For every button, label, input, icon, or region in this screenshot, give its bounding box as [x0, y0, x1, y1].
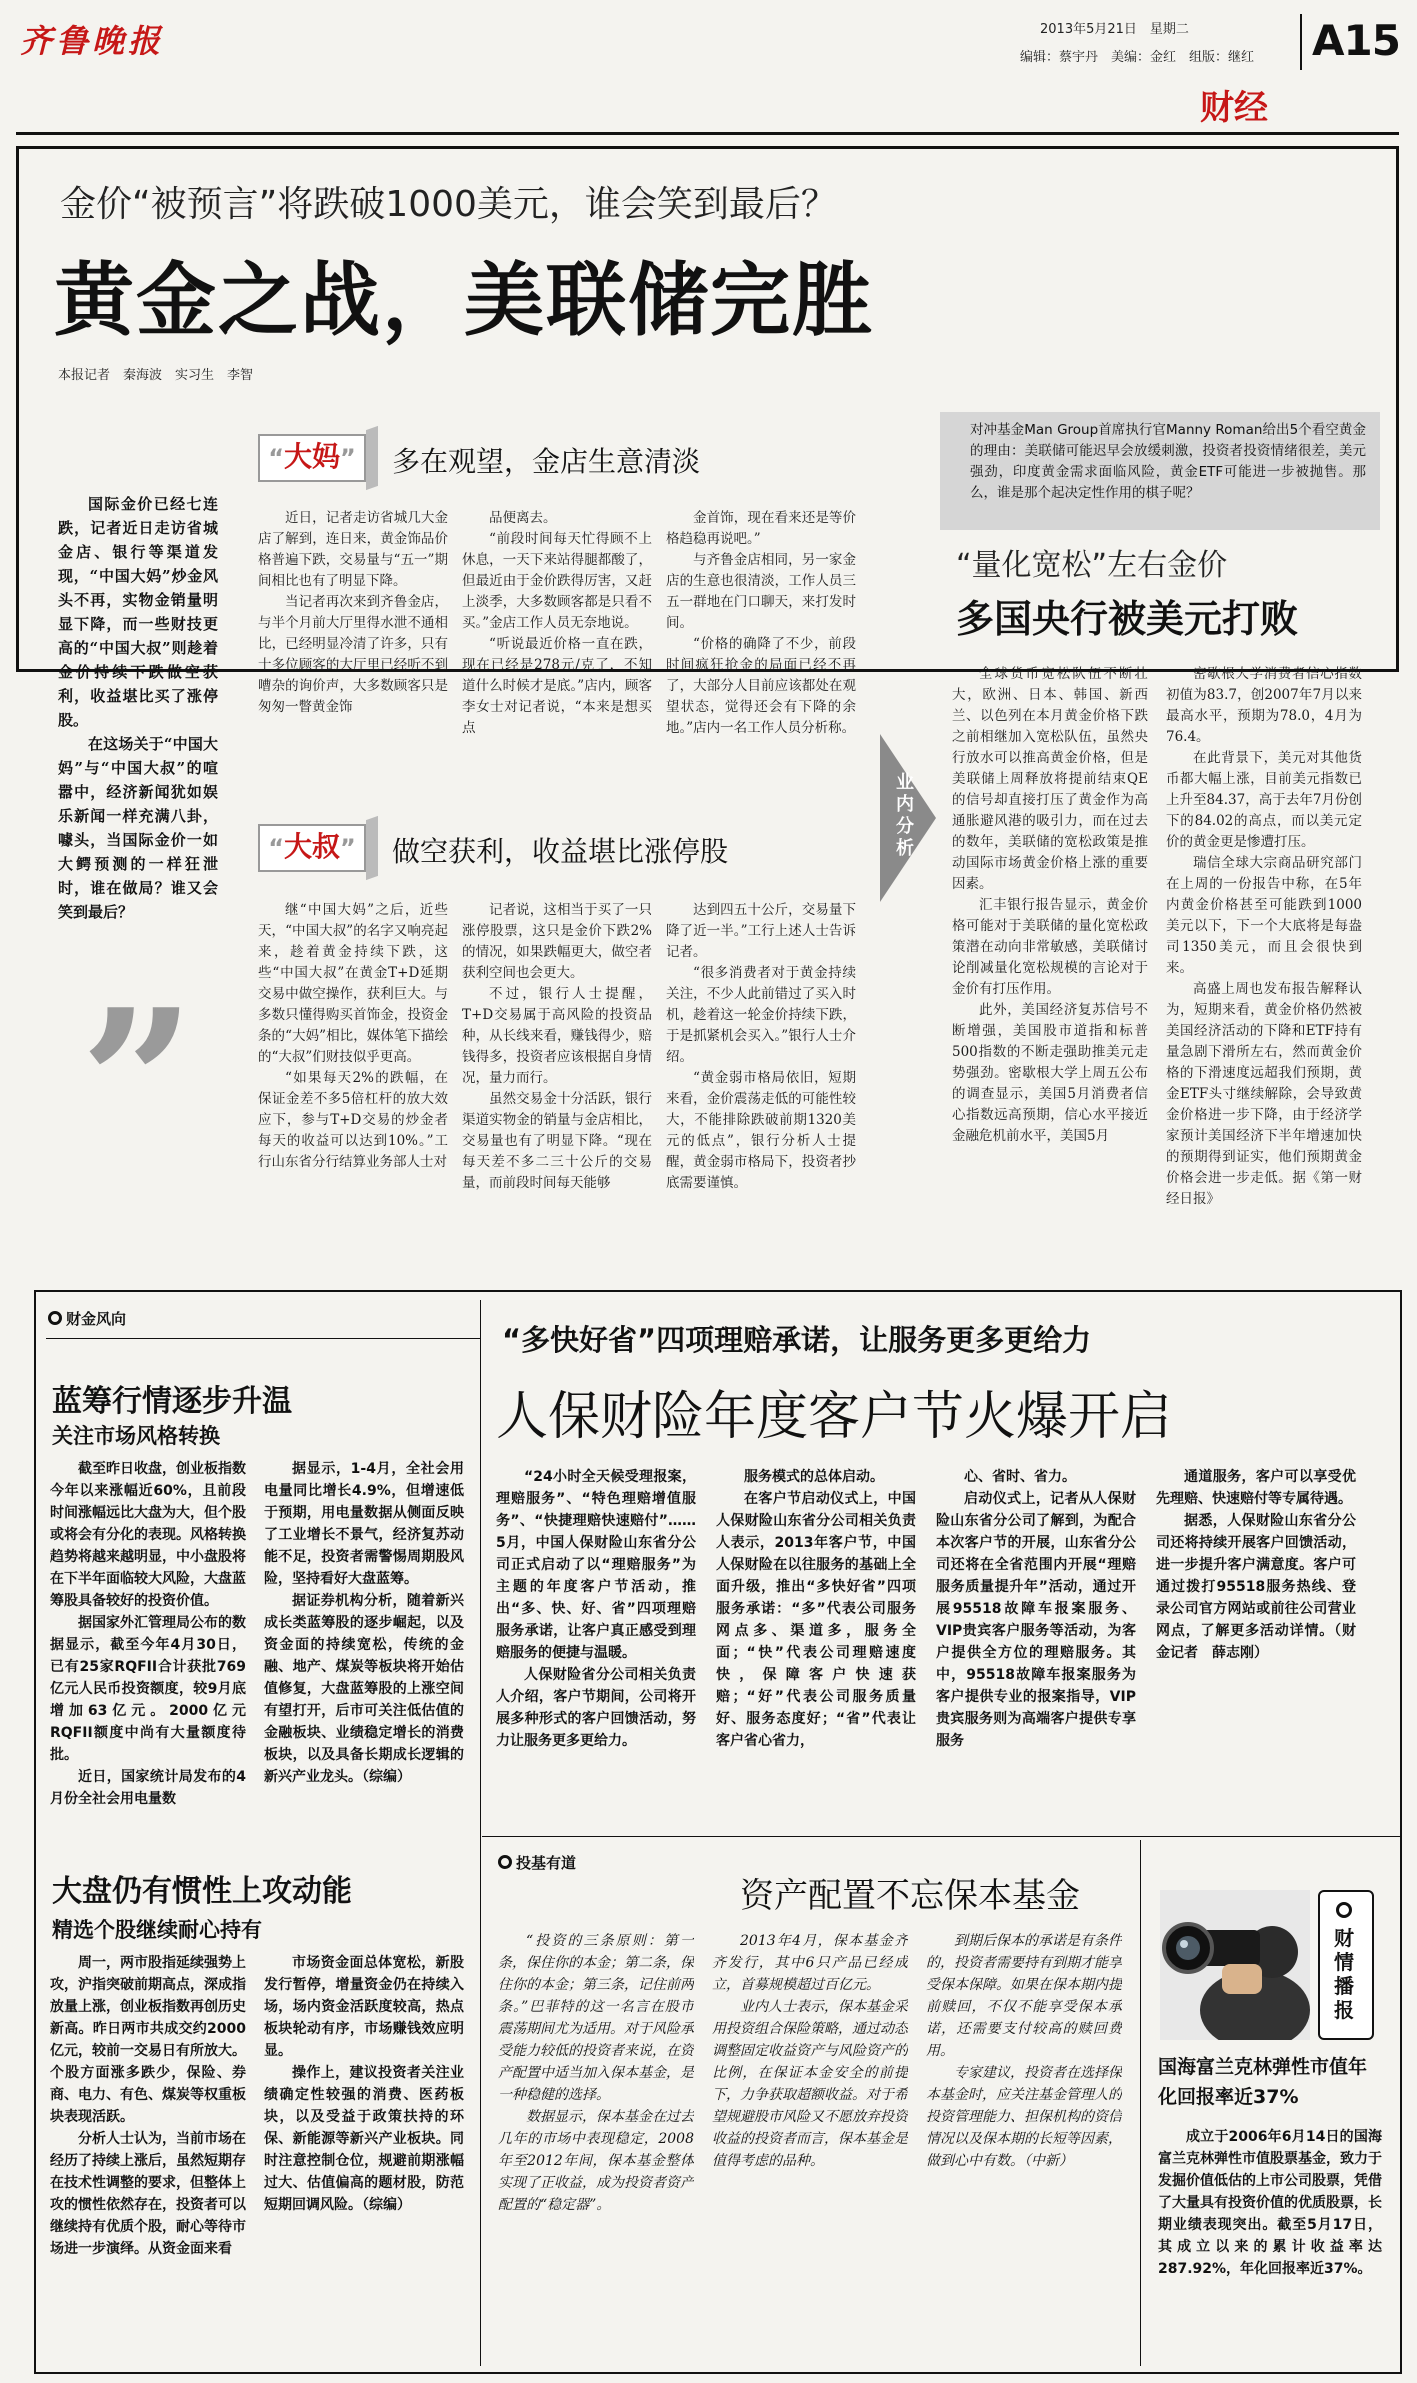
side-col2-paragraph: 高盛上周也发布报告解释认为，短期来看，黄金价格仍然被美国经济活动的下降和ETF持有量急剧下滑所左右，然而黄金价格的下滑速度远超我们预期，黄金ETF头寸继续解除，会导致黄金价格进一步下降，由于经济学家预计美国经济下半年增速加快的预期得到证实，他们预期黄金价格会进一步走低。据《第一财经日报》: [1166, 981, 1362, 1207]
invest-c3-paragraph: 到期后保本的承诺是有条件的，投资者需要持有到期才能享受保本保障。如果在保本期内提前赎回，不仅不能享受保本承诺，还需要支付较高的赎回费用。: [926, 1933, 1122, 2059]
news-c2-paragraph: 据显示，1-4月，全社会用电量同比增长4.9%，但增速低于预期，用电量数据从侧面反映了工业增长不景气，经济复苏动能不足，投资者需警惕周期股风险，坚持看好大盘蓝筹。: [264, 1461, 464, 1587]
masthead-divider: [1300, 14, 1302, 70]
s2-col1-paragraph: 继“中国大妈”之后，近些天，“中国大叔”的名字又响亮起来，趁着黄金持续下跌，这些“中国大叔”在黄金T+D延期交易中做空操作，获利巨大。与多数只懂得购买首饰金，投资金条的“大妈”相比，媒体笔下描绘的“大叔”们财技似乎更高。: [258, 902, 448, 1065]
news-c4-paragraph: 市场资金面总体宽松，新股发行暂停，增量资金仍在持续入场，场内资金活跃度较高，热点板块轮动有序，市场赚钱效应明显。: [264, 1955, 464, 2059]
ad-c4: [1156, 1466, 1356, 1824]
s2-col3: [666, 900, 856, 1264]
s1-col3-paragraph: “价格的确降了不少，前段时间疯狂抢金的局面已经不再了，大部分人目前应该都处在观望状态，觉得还会有下降的余地。”店内一名工作人员分析称。: [666, 636, 856, 736]
news-c4: [264, 1952, 464, 2360]
bottom-vertical-rule: [480, 1300, 481, 2366]
lead-intro-paragraph: 在这场关于“中国大妈”与“中国大叔”的喧嚣中，经济新闻犹如娱乐新闻一样充满八卦，噱头，当国际金价一如大鳄预测的一样狂泄时，谁在做局？谁又会笑到最后？: [58, 735, 218, 921]
invest-c1-paragraph: “投资的三条原则：第一条，保住你的本金；第二条，保住你的本金；第三条，记住前两条。”巴菲特的这一名言在股市震荡期间尤为适用。对于风险承受能力较低的投资者来说，在资产配置中适当加入保本基金，是一种稳健的选择。: [498, 1933, 694, 2103]
ad-c1: [496, 1466, 696, 1824]
side-col1-paragraph: 此外，美国经济复苏信号不断增强，美国股市道指和标普500指数的不断走强助推美元走势强劲。密歇根大学上周五公布的调查显示，美国5月消费者信心指数远高预期，信心水平接近金融危机前水平，美国5月: [952, 1002, 1148, 1144]
report-headline: 国海富兰克林弹性市值年化回报率近37%: [1158, 2056, 1368, 2108]
s1-col1: [258, 508, 448, 764]
news-c1-paragraph: 据国家外汇管理局公布的数据显示，截至今年4月30日，已有25家RQFII合计获批769亿元人民币投资额度，较9月底增加63亿元。2000亿元RQFII额度中尚有大量额度待批。: [50, 1615, 246, 1763]
page-number: A15: [1312, 16, 1400, 65]
lead-headline: 黄金之战，美联储完胜: [54, 254, 874, 347]
side-col1-paragraph: 全球货币宽松队伍不断壮大，欧洲、日本、韩国、新西兰、以色列在本月黄金价格下跌之前相继加入宽松队伍，虽然央行放水可以推高黄金价格，但是美联储上周释放将提前结束QE的信号却直接打压了黄金作为高通胀避风港的吸引力，而在过去的数年，美联储的宽松政策是推动国际市场黄金价格上涨的重要因素。: [952, 666, 1148, 892]
tag-dama-shadow: [366, 426, 378, 490]
news-label: [48, 1308, 126, 1329]
side-kicker: “量化宽松”左右金价: [956, 548, 1228, 583]
invest-headline: 资产配置不忘保本基金: [740, 1876, 1080, 1916]
lead-intro-paragraphs: [58, 492, 218, 924]
ad-c3-paragraph: 心、省时、省力。: [964, 1469, 1076, 1485]
news-c2-paragraph: 据证券机构分析，随着新兴成长类蓝筹股的逐步崛起，以及资金面的持续宽松，传统的金融、地产、煤炭等板块将开始估值修复，大盘蓝筹股的上涨空间有望打开，后市可关注低估值的金融板块、业绩稳定增长的消费板块，以及具备长期成长逻辑的新兴产业龙头。（综编）: [264, 1593, 464, 1785]
ad-c2-paragraph: 服务模式的总体启动。: [744, 1469, 884, 1485]
invest-c2: [712, 1930, 908, 2360]
quote-mark-icon: ”: [80, 966, 196, 1201]
s1-col1-paragraph: 近日，记者走访省城几大金店了解到，连日来，黄金饰品价格普遍下跌，交易量与“五一”期间相比也有了明显下降。: [258, 510, 448, 589]
s2-col1-paragraph: “如果每天2%的跌幅，在保证金差不多5倍杠杆的放大效应下，参与T+D交易的炒金者每天的收益可以达到10%。”工行山东省分行结算业务部人士对: [258, 1070, 448, 1170]
side-col2-paragraph: 密歇根大学消费者信心指数初值为83.7，创2007年7月以来最高水平，预期为78.0，4月为76.4。: [1166, 666, 1362, 745]
s1-col3-paragraph: 与齐鲁金店相同，另一家金店的生意也很清淡，工作人员三五一群地在门口聊天，来打发时间。: [666, 552, 856, 631]
news-c1: [50, 1458, 246, 1832]
s2-col2-paragraph: 记者说，这相当于买了一只涨停股票，这只是金价下跌2%的情况，如果跌幅更大，做空者获利空间也会更大。: [462, 902, 652, 981]
masthead-editors: 编辑：蔡宇丹 美编：金红 组版：继红: [1020, 50, 1255, 65]
s1-col2: [462, 508, 652, 764]
news-h1-sub: 关注市场风格转换: [52, 1424, 220, 1448]
ad-c1-paragraph: 人保财险省分公司相关负责人介绍，客户节期间，公司将开展多种形式的客户回馈活动，努力让服务更多更给力。: [496, 1667, 696, 1749]
masthead-logo: 齐鲁晚报: [20, 22, 165, 60]
section-name: 财经: [1200, 88, 1268, 128]
ad-c4-paragraph: 据悉，人保财险山东省分公司还将持续开展客户回馈活动，进一步提升客户满意度。客户可通过拨打95518服务热线、登录公司官方网站或前往公司营业网点，了解更多活动详情。（财金记者 薛志刚）: [1156, 1513, 1356, 1661]
masthead-rule: [16, 132, 1399, 135]
news-h2-sub: 精选个股继续耐心持有: [52, 1918, 262, 1942]
lead-byline: 本报记者 秦海波 实习生 李智: [58, 368, 254, 383]
side-col1: [952, 664, 1148, 1268]
side-col2-paragraph: 在此背景下，美元对其他货币都大幅上涨，目前美元指数已上升至84.37，高于去年7月份创下的84.02的高点，而以美元定价的黄金更是惨遭打压。: [1166, 750, 1362, 850]
tag-dama-text: 大妈: [283, 440, 340, 473]
report-body: 成立于2006年6月14日的国海富兰克林弹性市值股票基金，致力于发掘价值低估的上市公司股票，凭借了大量具有投资价值的优质股票，长期业绩表现突出。截至5月17日，其成立以来的累计收益率达287.92%，年化回报率近37%。: [1158, 2129, 1382, 2277]
sub1-title: 多在观望，金店生意清淡: [392, 445, 701, 478]
invest-c3-paragraph: 专家建议，投资者在选择保本基金时，应关注基金管理人的投资管理能力、担保机构的资信情况以及保本期的长短等因素，做到心中有数。（中新）: [926, 2065, 1122, 2169]
invest-c1-paragraph: 数据显示，保本基金在过去几年的市场中表现稳定，2008年至2012年间，保本基金整体实现了正收益，成为投资者资产配置的“稳定器”。: [498, 2109, 694, 2213]
news-c1-paragraph: 近日，国家统计局发布的4月份全社会用电量数: [50, 1769, 246, 1807]
side-intro: 对冲基金Man Group首席执行官Manny Roman给出5个看空黄金的理由：美联储可能迟早会放缓刺激，投资者投资情绪很差，美元强劲，印度黄金需求面临风险，黄金ETF可能进一步被抛售。那么，谁是那个起决定性作用的棋子呢？: [940, 412, 1380, 530]
s1-col1-paragraph: 当记者再次来到齐鲁金店，与半个月前大厅里得水泄不通相比，已经明显冷清了许多，只有十多位顾客的大厅里已经听不到嘈杂的询价声，大多数顾客只是匆匆一瞥黄金饰: [258, 594, 448, 715]
side-col2-paragraph: 瑞信全球大宗商品研究部门在上周的一份报告中称，在5年内黄金价格甚至可能跌到1000美元以下，下一个大底将是每盎司1350美元，而且会很快到来。: [1166, 855, 1362, 976]
side-col2: [1166, 664, 1362, 1268]
ad-c3-paragraph: 启动仪式上，记者从人保财险山东省分公司了解到，为配合本次客户节的开展，山东省分公司还将在全省范围内开展“理赔服务质量提升年”活动，通过开展95518故障车报案服务、VIP贵宾客户服务等活动，为客户提供全方位的理赔服务。其中，95518故障车报案服务为客户提供专业的报案指导，VIP贵宾服务则为高端客户提供专享服务: [936, 1491, 1136, 1749]
side-label: 业内分析: [896, 772, 914, 859]
ad-c3: [936, 1466, 1136, 1824]
report-label-dot-icon: [1336, 1902, 1352, 1918]
tag-dashu: “大叔”: [258, 824, 366, 872]
invest-c1: [498, 1930, 694, 2360]
lead-intro-text: [58, 492, 218, 930]
lead-intro-paragraph: 国际金价已经七连跌，记者近日走访省城金店、银行等渠道发现，“中国大妈”炒金风头不再，实物金销量明显下降，而一些财技更高的“中国大叔”则趁着金价持续下跌做空获利，收益堪比买了涨停股。: [58, 495, 218, 729]
ad-headline: 人保财险年度客户节火爆开启: [496, 1387, 1173, 1447]
lead-kicker: 金价“被预言”将跌破1000美元，谁会笑到最后？: [60, 184, 837, 225]
s2-col1: [258, 900, 448, 1264]
news-c1-paragraph: 截至昨日收盘，创业板指数今年以来涨幅近60%，且前段时间涨幅远比大盘为大，但个股或将会有分化的表现。风格转换趋势将越来越明显，中小盘股将在下半年面临较大风险，大盘蓝筹股具备较好的投资价值。: [50, 1461, 246, 1609]
invest-c2-paragraph: 业内人士表示，保本基金采用投资组合保险策略，通过动态调整固定收益资产与风险资产的比例，在保证本金安全的前提下，力争获取超额收益。对于希望规避股市风险又不愿放弃投资收益的投资者而言，保本基金是值得考虑的品种。: [712, 1999, 908, 2169]
sub2-title: 做空获利，收益堪比涨停股: [392, 835, 729, 868]
invest-label-dot-icon: [498, 1855, 512, 1869]
ad-c1-paragraph: “24小时全天候受理报案，理赔服务”、“特色理赔增值服务”、“快捷理赔快速赔付”……5月，中国人保财险山东省分公司正式启动了以“理赔服务”为主题的年度客户节活动，推出“多、快、好、省”四项理赔服务承诺，让客户真正感受到理赔服务的便捷与温暖。: [496, 1469, 696, 1661]
report-label: 财情播报: [1334, 1926, 1354, 2022]
news-c3-paragraph: 分析人士认为，当前市场在经历了持续上涨后，虽然短期存在技术性调整的要求，但整体上攻的惯性依然存在，投资者可以继续持有优质个股，耐心等待市场进一步演绎。从资金面来看: [50, 2131, 246, 2257]
photographer-illustration: [1160, 1890, 1310, 2040]
news-label-dot-icon: [48, 1311, 62, 1325]
s2-col3-paragraph: 达到四五十公斤，交易量下降了近一半。”工行上述人士告诉记者。: [666, 902, 856, 960]
s2-col3-paragraph: “很多消费者对于黄金持续关注，不少人此前错过了买入时机，趁着这一轮金价持续下跌，于是抓紧机会买入。”银行人士介绍。: [666, 965, 856, 1065]
tag-dashu-shadow: [366, 816, 378, 880]
ad-c2: [716, 1466, 916, 1824]
s1-col3-paragraph: 金首饰，现在看来还是等价格趋稳再说吧。”: [666, 510, 856, 547]
s1-col2-paragraph: “听说最近价格一直在跌，现在已经是278元/克了，不知道什么时候才是底。”店内，顾客李女士对记者说，“本来是想买点: [462, 636, 652, 736]
invest-top-rule: [482, 1836, 1402, 1837]
s2-col2-paragraph: 不过，银行人士提醒，T+D交易属于高风险的投资品种，从长线来看，赚钱得少，赔钱得多，投资者应该根据自身情况，量力而行。: [462, 986, 652, 1086]
s1-col2-paragraph: “前段时间每天忙得顾不上休息，一天下来站得腿都酸了，但最近由于金价跌得厉害，又赶上淡季，大多数顾客都是只看不买。”金店工作人员无奈地说。: [462, 531, 652, 631]
news-c3-paragraph: 周一，两市股指延续强势上攻，沪指突破前期高点，深成指放量上涨，创业板指数再创历史新高。昨日两市共成交约2000亿元，较前一交易日有所放大。个股方面涨多跌少，保险、券商、电力、有色、煤炭等权重板块表现活跃。: [50, 1955, 246, 2125]
camera-photographer-icon: [1160, 1890, 1310, 2040]
tag-dashu-text: 大叔: [283, 830, 340, 863]
invest-label: [498, 1852, 576, 1873]
s2-col2: [462, 900, 652, 1264]
news-c3: [50, 1952, 246, 2360]
news-h2: 大盘仍有惯性上攻动能: [52, 1874, 352, 1909]
ad-c2-paragraph: 在客户节启动仪式上，中国人保财险山东省分公司相关负责人表示，2013年客户节，中国人保财险在以往服务的基础上全面升级，推出“多快好省”四项服务承诺：“多”代表公司服务网点多、渠道多，服务全面；“快”代表公司理赔速度快，保障客户快速获赔；“好”代表公司服务质量好、服务态度好；“省”代表让客户省心省力，: [716, 1491, 916, 1749]
s2-col3-paragraph: “黄金弱市格局依旧，短期来看，金价震荡走低的可能性较大，不能排除跌破前期1320美元的低点”，银行分析人士提醒，黄金弱市格局下，投资者抄底需要谨慎。: [666, 1070, 856, 1191]
s1-col3: [666, 508, 856, 764]
invest-c2-paragraph: 2013年4月，保本基金齐齐发行，其中6只产品已经成立，首募规模超过百亿元。: [712, 1933, 908, 1993]
ad-c4-paragraph: 通道服务，客户可以享受优先理赔、快速赔付等专属待遇。: [1156, 1469, 1356, 1507]
tag-dama: “大妈”: [258, 434, 366, 482]
side-headline: 多国央行被美元打败: [956, 597, 1299, 641]
news-label-text: 财金风向: [66, 1310, 127, 1328]
news-c4-paragraph: 操作上，建议投资者关注业绩确定性较强的消费、医药板块，以及受益于政策扶持的环保、新能源等新兴产业板块。同时注意控制仓位，规避前期涨幅过大、估值偏高的题材股，防范短期回调风险。（综编）: [264, 2065, 464, 2213]
news-h1: 蓝筹行情逐步升温: [52, 1384, 292, 1419]
s2-col2-paragraph: 虽然交易金十分活跃，银行渠道实物金的销量与金店相比，交易量也有了明显下降。“现在每天差不多二三十公斤的交易量，而前段时间每天能够: [462, 1091, 652, 1191]
invest-label-text: 投基有道: [516, 1854, 577, 1872]
invest-c3: [926, 1930, 1122, 2360]
side-col1-paragraph: 汇丰银行报告显示，黄金价格可能对于美联储的量化宽松政策潜在动向非常敏感，美联储讨论削减量化宽松规模的言论对于金价有打压作用。: [952, 897, 1148, 997]
s1-col2-paragraph: 品便离去。: [489, 510, 557, 526]
news-c2: [264, 1458, 464, 1832]
ad-kicker: “多快好省”四项理赔承诺，让服务更多更给力: [502, 1323, 1092, 1357]
invest-right-rule: [1140, 1840, 1141, 2366]
masthead-date: 2013年5月21日 星期二: [1040, 22, 1189, 37]
news-label-rule: [46, 1338, 480, 1339]
